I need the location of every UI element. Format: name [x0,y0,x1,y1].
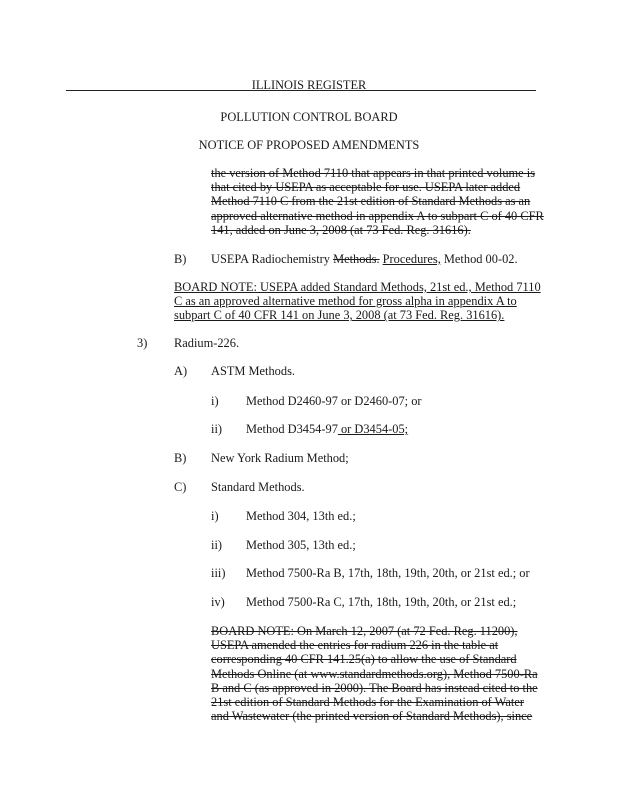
note2-line: USEPA amended the entries for radium 226 in the table at [211,638,499,653]
note2-line: Methods Online (at www.standardmethods.org), Method 7500-Ra [211,666,538,681]
struck-line: that cited by USEPA as acceptable for use. USEPA later added [211,180,521,195]
item-3a-title: ASTM Methods. [211,364,295,378]
header-rule [66,90,536,91]
item-3a-ii-text [246,422,408,437]
item-3c-iv-text: Method 7500-Ra C, 17th, 18th, 19th, 20th, or 21st ed.; [246,595,517,609]
agency-title: POLLUTION CONTROL BOARD [220,110,398,124]
struck-line: Method 7110 C from the 21st edition of Standard Methods as an [211,194,531,209]
item-3c-iv-label: iv) [211,595,225,609]
item-3c-iii-label: iii) [211,566,226,580]
item-3a-i-text: Method D2460-97 or D2460-07; or [246,394,422,408]
note2-line: and Wastewater (the printed version of Standard Methods), since [211,709,533,724]
struck-line: 141, added on June 3, 2008 (at 73 Fed. Reg. 31616). [211,222,471,237]
item-3a-ii-inserted: or D3454-05; [337,422,409,436]
item-3c-title: Standard Methods. [211,480,305,494]
item-3b-title: New York Radium Method; [211,451,349,465]
item-3a-ii-label: ii) [211,422,223,436]
item-3c-ii-text: Method 305, 13th ed.; [246,538,356,552]
register-title: ILLINOIS REGISTER [251,78,367,92]
struck-line: the version of Method 7110 that appears in that printed volume is [211,166,536,180]
item-3a-ii-main: Method D3454-97 [246,422,338,436]
item-3-label: 3) [137,336,148,350]
note-line: subpart C of 40 CFR 141 on June 3, 2008 (at 73 Fed. Reg. 31616). [174,308,505,323]
item-3c-ii-label: ii) [211,538,223,552]
item-3c-i-label: i) [211,509,219,523]
item-3-title: Radium-226. [174,336,240,350]
notice-title: NOTICE OF PROPOSED AMENDMENTS [198,138,420,152]
item-3c-label: C) [174,480,187,494]
note-line: C as an approved alternative method for gross alpha in appendix A to [174,294,517,309]
item-b-text [211,252,518,267]
item-b-text-after: Method 00-02. [440,252,518,266]
note2-line: B and C (as approved in 2000). The Board has instead cited to the [211,680,538,695]
note2-line: BOARD NOTE: On March 12, 2007 (at 72 Fed. Reg. 11200), [211,624,518,638]
struck-paragraph [211,166,544,237]
item-b-label: B) [174,252,187,266]
item-b-inserted: Procedures, [382,252,441,266]
board-note-1 [174,280,541,323]
item-b-text-before: USEPA Radiochemistry [211,252,334,266]
board-note-2 [211,624,538,723]
item-b-struck: Methods. [333,252,380,266]
note2-line: corresponding 40 CFR 141.25(a) to allow the use of Standard [211,652,517,667]
note2-line: 21st edition of Standard Methods for the Examination of Water [211,695,524,710]
item-3a-i-label: i) [211,394,219,408]
struck-line: approved alternative method in appendix A to subpart C of 40 CFR [211,208,544,223]
item-3b-label: B) [174,451,187,465]
item-3c-i-text: Method 304, 13th ed.; [246,509,356,523]
note-line: BOARD NOTE: USEPA added Standard Methods, 21st ed., Method 7110 [174,280,541,294]
item-3c-iii-text: Method 7500-Ra B, 17th, 18th, 19th, 20th, or 21st ed.; or [246,566,530,580]
item-3a-label: A) [174,364,188,378]
